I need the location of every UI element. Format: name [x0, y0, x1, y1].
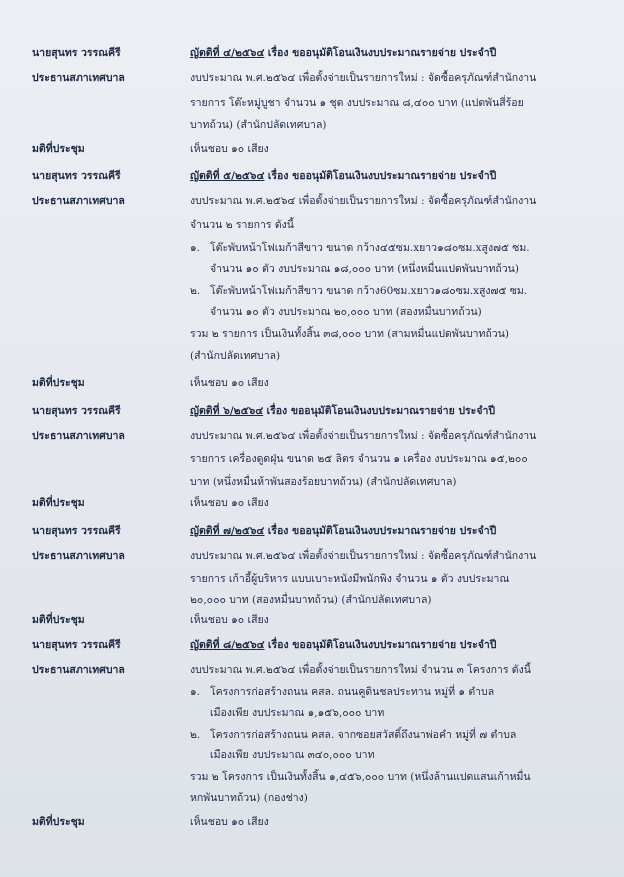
speaker-title: ประธานสภาเทศบาล	[32, 664, 125, 676]
resolution-result: เห็นชอบ ๑๐ เสียง	[190, 143, 269, 155]
speaker-name: นายสุนทร วรรณคีรี	[32, 47, 121, 59]
motion-header	[190, 405, 495, 418]
motion-line: บาทถ้วน) (สำนักปลัดเทศบาล)	[190, 119, 327, 131]
motion-line: งบประมาณ พ.ศ.๒๕๖๔ เพื่อตั้งจ่ายเป็นรายการใหม่ จำนวน ๓ โครงการ ดังนี้	[190, 664, 531, 676]
subitem-number: ๒.	[190, 285, 201, 297]
motion-number: ญัตติที่ ๖/๒๕๖๔	[190, 405, 264, 417]
motion-number: ญัตติที่ ๘/๒๕๖๔	[190, 639, 265, 651]
motion-number: ญัตติที่ ๕/๒๕๖๔	[190, 170, 265, 182]
speaker-title: ประธานสภาเทศบาล	[32, 430, 125, 442]
motion-line: งบประมาณ พ.ศ.๒๕๖๔ เพื่อตั้งจ่ายเป็นรายการใหม่ : จัดซื้อครุภัณฑ์สำนักงาน	[190, 72, 537, 84]
speaker-title: ประธานสภาเทศบาล	[32, 195, 125, 207]
motion-number: ญัตติที่ ๗/๒๕๖๔	[190, 525, 265, 537]
motion-total: หกพันบาทถ้วน) (กองช่าง)	[190, 792, 308, 804]
subitem-number: ๑.	[190, 242, 201, 254]
motion-header	[190, 639, 496, 652]
speaker-title: ประธานสภาเทศบาล	[32, 72, 125, 84]
speaker-name: นายสุนทร วรรณคีรี	[32, 639, 121, 651]
motion-total: รวม ๒ โครงการ เป็นเงินทั้งสิ้น ๑,๔๕๖,๐๐๐ บาท (หนึ่งล้านแปดแสนเก้าหมื่น	[190, 771, 531, 783]
motion-header	[190, 525, 496, 538]
motion-total: รวม ๒ รายการ เป็นเงินทั้งสิ้น ๓๘,๐๐๐ บาท (สามหมื่นแปดพันบาทถ้วน)	[190, 328, 509, 340]
subitem-line: โครงการก่อสร้างถนน คสล. จากซอยสวัสดิ์ถึงนาพ่อคำ หมู่ที่ ๗ ตำบล	[210, 729, 517, 741]
motion-subject: เรื่อง ขออนุมัติโอนเงินงบประมาณรายจ่าย ประจำปี	[267, 639, 497, 651]
resolution-label: มติที่ประชุม	[32, 143, 85, 155]
motion-line: รายการ เก้าอี้ผู้บริหาร แบบเบาะหนังมีพนักพิง จำนวน ๑ ตัว งบประมาณ	[190, 573, 510, 585]
resolution-result: เห็นชอบ ๑๐ เสียง	[190, 614, 269, 626]
resolution-result: เห็นชอบ ๑๐ เสียง	[190, 497, 269, 509]
motion-header	[190, 47, 496, 60]
motion-header	[190, 170, 496, 183]
motion-line: รายการ โต๊ะหมู่บูชา จำนวน ๑ ชุด งบประมาณ ๘,๔๐๐ บาท (แปดพันสี่ร้อย	[190, 97, 524, 109]
motion-line: ๒๐,๐๐๐ บาท (สองหมื่นบาทถ้วน) (สำนักปลัดเทศบาล)	[190, 594, 432, 606]
motion-line: งบประมาณ พ.ศ.๒๕๖๔ เพื่อตั้งจ่ายเป็นรายการใหม่ : จัดซื้อครุภัณฑ์สำนักงาน	[190, 195, 537, 207]
motion-number: ญัตติที่ ๔/๒๕๖๔	[190, 47, 265, 59]
motion-subject: เรื่อง ขออนุมัติโอนเงินงบประมาณรายจ่าย ประจำปี	[267, 525, 497, 537]
motion-subject: เรื่อง ขออนุมัติโอนเงินงบประมาณรายจ่าย ประจำปี	[266, 405, 496, 417]
resolution-result: เห็นชอบ ๑๐ เสียง	[190, 816, 269, 828]
resolution-label: มติที่ประชุม	[32, 614, 85, 626]
motion-line: บาท (หนึ่งหมื่นห้าพันสองร้อยบาทถ้วน) (สำนักปลัดเทศบาล)	[190, 476, 457, 488]
subitem-number: ๑.	[190, 686, 201, 698]
speaker-name: นายสุนทร วรรณคีรี	[32, 170, 121, 182]
motion-line: จำนวน ๒ รายการ ดังนี้	[190, 219, 294, 231]
subitem-line: โต๊ะพับหน้าโฟเมก้าสีขาว ขนาด กว้าง60ซม.xยาว๑๘๐ซม.xสูง๗๕ ซม.	[210, 285, 528, 297]
motion-line: งบประมาณ พ.ศ.๒๕๖๔ เพื่อตั้งจ่ายเป็นรายการใหม่ : จัดซื้อครุภัณฑ์สำนักงาน	[190, 550, 537, 562]
speaker-title: ประธานสภาเทศบาล	[32, 550, 125, 562]
subitem-line: เมืองเพีย งบประมาณ ๓๔๐,๐๐๐ บาท	[210, 749, 375, 761]
resolution-label: มติที่ประชุม	[32, 377, 85, 389]
subitem-number: ๒.	[190, 729, 201, 741]
speaker-name: นายสุนทร วรรณคีรี	[32, 525, 121, 537]
subitem-line: โต๊ะพับหน้าโฟเมก้าสีขาว ขนาด กว้าง๔๕ซม.xยาว๑๘๐ซม.xสูง๗๕ ซม.	[210, 242, 530, 254]
motion-subject: เรื่อง ขออนุมัติโอนเงินงบประมาณรายจ่าย ประจำปี	[267, 170, 497, 182]
motion-subject: เรื่อง ขออนุมัติโอนเงินงบประมาณรายจ่าย ประจำปี	[267, 47, 497, 59]
resolution-label: มติที่ประชุม	[32, 497, 85, 509]
subitem-line: จำนวน ๑๐ ตัว งบประมาณ ๑๘,๐๐๐ บาท (หนึ่งหมื่นแปดพันบาทถ้วน)	[210, 263, 519, 275]
subitem-line: จำนวน ๑๐ ตัว งบประมาณ ๒๐,๐๐๐ บาท (สองหมื่นบาทถ้วน)	[210, 306, 482, 318]
motion-line: งบประมาณ พ.ศ.๒๕๖๔ เพื่อตั้งจ่ายเป็นรายการใหม่ : จัดซื้อครุภัณฑ์สำนักงาน	[190, 430, 537, 442]
motion-line: รายการ เครื่องดูดฝุ่น ขนาด ๒๕ ลิตร จำนวน ๑ เครื่อง งบประมาณ ๑๕,๒๐๐	[190, 453, 528, 465]
motion-department: (สำนักปลัดเทศบาล)	[190, 350, 281, 362]
subitem-line: โครงการก่อสร้างถนน คสล. ถนนคูดินชลประทาน หมู่ที่ ๑ ตำบล	[210, 686, 495, 698]
subitem-line: เมืองเพีย งบประมาณ ๑,๑๕๖,๐๐๐ บาท	[210, 707, 385, 719]
resolution-result: เห็นชอบ ๑๐ เสียง	[190, 377, 269, 389]
speaker-name: นายสุนทร วรรณคีรี	[32, 405, 121, 417]
resolution-label: มติที่ประชุม	[32, 816, 85, 828]
